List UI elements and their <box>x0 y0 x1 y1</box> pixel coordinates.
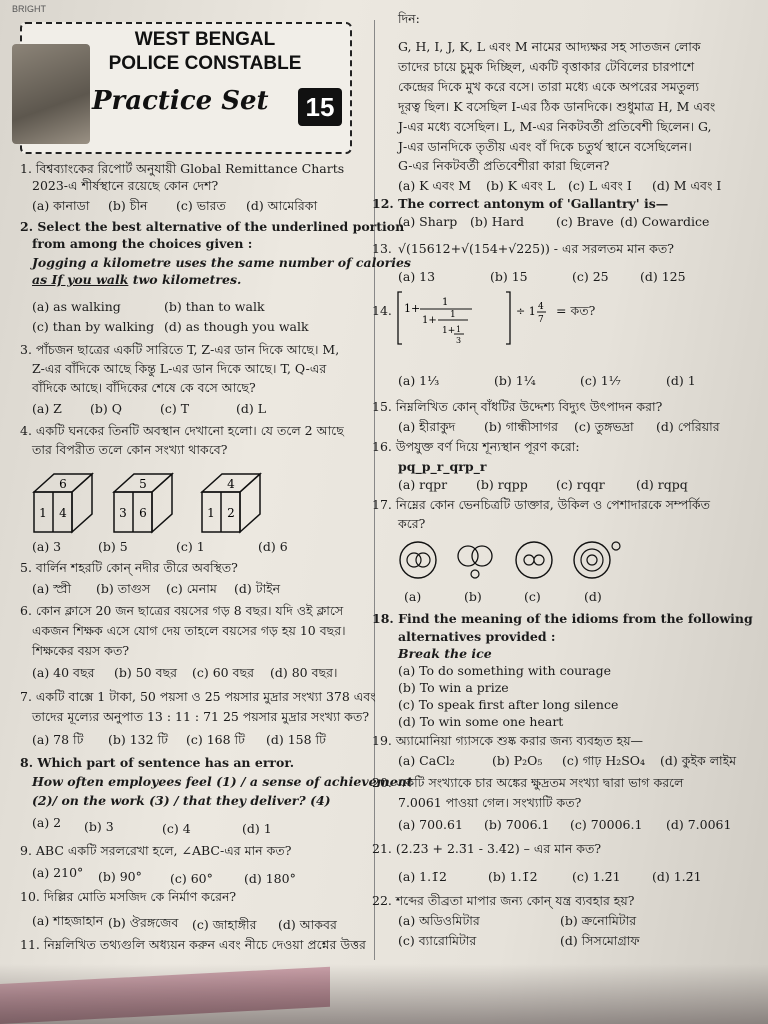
q5-opt-a: (a) স্প্রী <box>32 581 72 596</box>
q1-line2: 2023-এ শীর্ষস্থানে রয়েছে কোন দেশ? <box>32 178 219 193</box>
q12-opt-b: (b) Hard <box>470 214 525 229</box>
q2-line3: Jogging a kilometre uses the same number of calories <box>32 255 411 270</box>
q12-opt-c: (c) Brave <box>556 214 614 229</box>
q21-opt-d: (d) 1.2̄1 <box>652 869 702 884</box>
venn-b <box>458 546 492 578</box>
q13-opt-c: (c) 25 <box>572 269 609 284</box>
q4-line2: তার বিপরীত তলে কোন সংখ্যা থাকবে? <box>32 442 228 457</box>
q3-line3: বাঁদিকে আছে। বাঁদিকের শেষে কে বসে আছে? <box>32 380 256 395</box>
cube-2-top: 5 <box>139 477 147 491</box>
q9-opt-d: (d) 180° <box>244 871 296 886</box>
q12-opt-d: (d) Cowardice <box>620 214 710 229</box>
q12: 12. The correct antonym of 'Gallantry' is— <box>372 196 669 211</box>
q22: 22. শব্দের তীব্রতা মাপার জন্য কোন্ যন্ত্র ব্যবহার হয়? <box>372 893 635 908</box>
q6-line2: একজন শিক্ষক এসে যোগ দেয় তাহলে বয়সের গড় হয় 10 বছর। <box>32 623 346 638</box>
q8-line2: How often employees feel (1) / a sense of achievement <box>32 774 413 789</box>
q18-line2: alternatives provided : <box>398 629 556 644</box>
venn-diagrams <box>396 536 636 586</box>
q3-line1: 3. পাঁচজন ছাত্রের একটি সারিতে T, Z-এর ডান দিকে আছে। M, <box>20 342 340 357</box>
q19: 19. অ্যামোনিয়া গ্যাসকে শুষ্ক করার জন্য ব্যবহৃত হয়— <box>372 733 644 748</box>
r7-opt-a: (a) K এবং M <box>398 178 472 193</box>
q9-opt-a: (a) 210° <box>32 865 84 880</box>
cubes-figure <box>28 466 328 538</box>
r7-opt-b: (b) K এবং L <box>486 178 556 193</box>
svg-text:4: 4 <box>538 302 544 312</box>
q2-opt-a: (a) as walking <box>32 299 121 314</box>
q5-opt-c: (c) মেনাম <box>166 581 217 596</box>
q22-opt-b: (b) ক্রনোমিটার <box>560 913 637 928</box>
q16-opt-a: (a) rqpr <box>398 477 448 492</box>
q14-number: 14. <box>372 303 392 318</box>
q6-opt-a: (a) 40 বছর <box>32 665 95 680</box>
q8-line3: (2)/ on the work (3) / that they deliver? (4) <box>32 793 331 808</box>
svg-text:1+: 1+ <box>404 302 421 315</box>
q6-line3: শিক্ষকের বয়স কত? <box>32 643 130 658</box>
r-line0: দিন: <box>398 11 420 26</box>
q13-opt-b: (b) 15 <box>490 269 528 284</box>
q8-opt-b: (b) 3 <box>84 819 114 834</box>
q4-opt-d: (d) 6 <box>258 539 288 554</box>
q18-opt-d: (d) To win some one heart <box>398 714 564 729</box>
q18-opt-b: (b) To win a prize <box>398 680 509 695</box>
q19-opt-d: (d) কুইক লাইম <box>660 753 737 768</box>
q4-opt-c: (c) 1 <box>176 539 205 554</box>
svg-text:1: 1 <box>450 310 456 320</box>
q3-opt-d: (d) L <box>236 401 267 416</box>
q13-opt-a: (a) 13 <box>398 269 436 284</box>
r-line6: J-এর ডানদিকে তৃতীয় এবং বাঁ দিকে চতুর্থ স্থানে বসেছিলেন। <box>398 139 692 154</box>
svg-text:3: 3 <box>456 336 462 345</box>
banner-photo <box>12 44 90 144</box>
q20-line1: 20. একটি সংখ্যাকে চার অঙ্কের ক্ষুদ্রতম সংখ্যা দ্বারা ভাগ করলে <box>372 775 684 790</box>
r7-opt-d: (d) M এবং I <box>652 178 722 193</box>
q6-opt-b: (b) 50 বছর <box>114 665 178 680</box>
q20-opt-d: (d) 7.0061 <box>666 817 732 832</box>
q6-opt-d: (d) 80 বছর। <box>270 665 338 680</box>
q14-expression <box>396 288 556 348</box>
banner-title-line1: WEST BENGAL <box>134 29 276 50</box>
q19-opt-b: (b) P₂O₅ <box>492 753 543 768</box>
q4-opt-b: (b) 5 <box>98 539 128 554</box>
column-divider <box>374 20 375 960</box>
q8-opt-a: (a) 2 <box>32 815 62 830</box>
q7-opt-b: (b) 132 টি <box>108 732 168 747</box>
r-line7: G-এর নিকটবর্তী প্রতিবেশীরা কারা ছিলেন? <box>398 158 610 173</box>
q14-opt-d: (d) 1 <box>666 373 696 388</box>
q2-line2: from among the choices given : <box>32 236 253 251</box>
q10: 10. দিল্লির মোতি মসজিদ কে নির্মাণ করেন? <box>20 889 237 904</box>
q21-opt-b: (b) 1.1̄2 <box>488 869 538 884</box>
q10-opt-b: (b) ঔরঙ্গজেব <box>108 915 179 930</box>
svg-text:1: 1 <box>442 297 449 308</box>
q5: 5. বার্লিন শহরটি কোন্ নদীর তীরে অবস্থিত? <box>20 560 238 575</box>
q15-opt-d: (d) পেরিয়ার <box>656 419 720 434</box>
r-line3: কেন্দ্রের দিকে মুখ করে বসে। তারা মধ্যে একে অপরের সমতুল্য <box>398 79 699 94</box>
banner-subtitle: Practice Set <box>92 86 269 116</box>
q7-line2: তাদের মূল্যের অনুপাত 13 : 11 : 71 25 পয়সার মুদ্রার সংখ্যা কত? <box>32 709 370 724</box>
r-line2: তাদের চায়ে চুমুক দিচ্ছিল, একটি বৃত্তাকার টেবিলের চারপাশে <box>398 59 695 74</box>
q22-opt-c: (c) ব্যারোমিটার <box>398 933 477 948</box>
q20-opt-a: (a) 700.61 <box>398 817 463 832</box>
q8-line1: 8. Which part of sentence has an error. <box>20 755 295 770</box>
page-curl-shadow <box>0 964 768 1024</box>
brand-label: BRIGHT <box>12 4 47 14</box>
q1-opt-a: (a) কানাডা <box>32 198 90 213</box>
venn-d <box>574 542 620 578</box>
q17-opt-d: (d) <box>584 589 602 604</box>
cube-3 <box>202 474 260 532</box>
q7-opt-a: (a) 78 টি <box>32 732 84 747</box>
cube-3-right: 2 <box>227 506 235 520</box>
q4-opt-a: (a) 3 <box>32 539 62 554</box>
q3-line2: Z-এর বাঁদিকে আছে কিন্তু L-এর ডান দিকে আছে। T, Q-এর <box>32 361 327 376</box>
set-number-badge: 15 <box>298 88 342 126</box>
r-line5: J-এর মধ্যে বসেছিল। L, M-এর নিকটবর্তী প্রতিবেশী ছিলেন। G, <box>398 119 712 134</box>
q3-opt-c: (c) T <box>160 401 190 416</box>
q12-opt-a: (a) Sharp <box>398 214 458 229</box>
venn-c <box>516 542 552 578</box>
header-banner <box>12 4 348 159</box>
q1-opt-b: (b) চীন <box>108 198 148 213</box>
cube-2 <box>114 474 172 532</box>
q13-expression: √(15612+√(154+√225)) - এর সরলতম মান কত? <box>398 241 674 256</box>
q18-idiom: Break the ice <box>398 646 492 661</box>
q21: 21. (2.2̄3 + 2.3̄1 - 3.4̄2) – এর মান কত? <box>372 841 602 856</box>
q10-opt-c: (c) জাহাঙ্গীর <box>192 917 257 932</box>
q17-line1: 17. নিম্নের কোন ভেনচিত্রটি ডাক্তার, উকিল ও পেশাদারকে সম্পর্কিত <box>372 497 711 512</box>
q16-opt-c: (c) rqqr <box>556 477 605 492</box>
q17-opt-c: (c) <box>524 589 541 604</box>
q20-line2: 7.0061 পাওয়া গেল। সংখ্যাটি কত? <box>398 795 582 810</box>
venn-a <box>400 542 436 578</box>
q16: 16. উপযুক্ত বর্ণ দিয়ে শূন্যস্থান পূরণ করো: <box>372 439 580 454</box>
q2-opt-d: (d) as though you walk <box>164 319 309 334</box>
q14-opt-b: (b) 1¼ <box>494 373 536 388</box>
q2-line4-rest: two kilometres. <box>128 272 242 287</box>
q19-opt-a: (a) CaCl₂ <box>398 753 455 768</box>
q14-opt-c: (c) 1⅐ <box>580 373 621 388</box>
q8-opt-c: (c) 4 <box>162 821 191 836</box>
q7-opt-c: (c) 168 টি <box>186 732 245 747</box>
cube-1-right: 4 <box>59 506 67 520</box>
q2-underlined: as If you walk <box>32 272 129 287</box>
cube-2-right: 6 <box>139 506 147 520</box>
q5-opt-d: (d) টাইন <box>234 581 281 596</box>
svg-text:1: 1 <box>456 325 462 334</box>
cube-1 <box>34 474 92 532</box>
q15-opt-b: (b) গান্ধীসাগর <box>484 419 558 434</box>
q20-opt-c: (c) 70006.1 <box>570 817 643 832</box>
q6-opt-c: (c) 60 বছর <box>192 665 255 680</box>
q17-line2: করে? <box>398 516 426 531</box>
q21-opt-a: (a) 1.1̄2 <box>398 869 448 884</box>
q10-opt-d: (d) আকবর <box>278 917 337 932</box>
q3-opt-a: (a) Z <box>32 401 62 416</box>
q21-opt-c: (c) 1.2̄1 <box>572 869 621 884</box>
q10-opt-a: (a) শাহজাহান <box>32 913 104 928</box>
q14-tail: = কত? <box>556 303 596 318</box>
q1-line1: 1. বিশ্বব্যাংকের রিপোর্ট অনুযায়ী Global Remittance Charts <box>20 161 345 176</box>
q13-opt-d: (d) 125 <box>640 269 686 284</box>
q8-opt-d: (d) 1 <box>242 821 272 836</box>
cube-1-left: 1 <box>39 506 47 520</box>
q16-sequence: pq_p_r_qrp_r <box>398 459 487 474</box>
q15-opt-a: (a) হীরাকুদ <box>398 419 456 434</box>
q17-opt-a: (a) <box>404 589 422 604</box>
q4-line1: 4. একটি ঘনকের তিনটি অবস্থান দেখানো হলো। যে তলে 2 আছে <box>20 423 344 438</box>
q17-opt-b: (b) <box>464 589 482 604</box>
q2-opt-b: (b) than to walk <box>164 299 265 314</box>
r-line1: G, H, I, J, K, L এবং M নামের আদ্যক্ষর সহ সাতজন লোক <box>398 39 701 54</box>
q1-opt-d: (d) আমেরিকা <box>246 198 318 213</box>
q20-opt-b: (b) 7006.1 <box>484 817 550 832</box>
banner-title <box>90 28 320 76</box>
q5-opt-b: (b) তাগুস <box>96 581 151 596</box>
q18-line1: 18. Find the meaning of the idioms from the following <box>372 611 753 626</box>
q18-opt-a: (a) To do something with courage <box>398 663 611 678</box>
q19-opt-c: (c) গাঢ় H₂SO₄ <box>562 753 646 768</box>
cube-3-top: 4 <box>227 477 235 491</box>
q2-line1: 2. Select the best alternative of the underlined portion <box>20 219 405 234</box>
svg-text:÷ 1: ÷ 1 <box>516 305 536 318</box>
q2-line4 <box>32 271 241 288</box>
q9-opt-b: (b) 90° <box>98 869 142 884</box>
banner-title-line2: POLICE CONSTABLE <box>108 53 302 74</box>
q18-opt-c: (c) To speak first after long silence <box>398 697 619 712</box>
q14-opt-a: (a) 1⅓ <box>398 373 440 388</box>
q2-opt-c: (c) than by walking <box>32 319 155 334</box>
q22-opt-d: (d) সিসমোগ্রাফ <box>560 933 640 948</box>
q16-opt-d: (d) rqpq <box>636 477 688 492</box>
cube-3-left: 1 <box>207 506 215 520</box>
q9-opt-c: (c) 60° <box>170 871 213 886</box>
r-line4: দূরত্ব ছিল। K বসেছিল I-এর ঠিক ডানদিকে। শুধুমাত্র H, M এবং <box>398 99 716 114</box>
svg-text:1+: 1+ <box>422 315 437 326</box>
q22-opt-a: (a) অডিওমিটার <box>398 913 480 928</box>
q9: 9. ABC একটি সরলরেখা হলে, ∠ABC-এর মান কত? <box>20 843 292 858</box>
q3-opt-b: (b) Q <box>90 401 122 416</box>
q13-number: 13. <box>372 241 392 256</box>
cube-2-left: 3 <box>119 506 127 520</box>
q11: 11. নিম্নলিখিত তথ্যগুলি অধ্যয়ন করুন এবং নীচে দেওয়া প্রশ্নের উত্তর <box>20 937 366 952</box>
r7-opt-c: (c) L এবং I <box>568 178 632 193</box>
svg-text:7: 7 <box>538 315 544 325</box>
q7-line1: 7. একটি বাক্সে 1 টাকা, 50 পয়সা ও 25 পয়সার মুদ্রার সংখ্যা 378 এবং <box>20 689 376 704</box>
q1-opt-c: (c) ভারত <box>176 198 226 213</box>
q15: 15. নিম্নলিখিত কোন্ বাঁধটির উদ্দেশ্য বিদ্যুৎ উৎপাদন করা? <box>372 399 663 414</box>
q7-opt-d: (d) 158 টি <box>266 732 326 747</box>
q15-opt-c: (c) তুঙ্গভদ্রা <box>574 419 634 434</box>
q16-opt-b: (b) rqpp <box>476 477 528 492</box>
svg-text:1+: 1+ <box>442 326 456 336</box>
cube-1-top: 6 <box>59 477 67 491</box>
q6-line1: 6. কোন ক্লাসে 20 জন ছাত্রের বয়সের গড় 8 বছর। যদি ওই ক্লাসে <box>20 603 344 618</box>
